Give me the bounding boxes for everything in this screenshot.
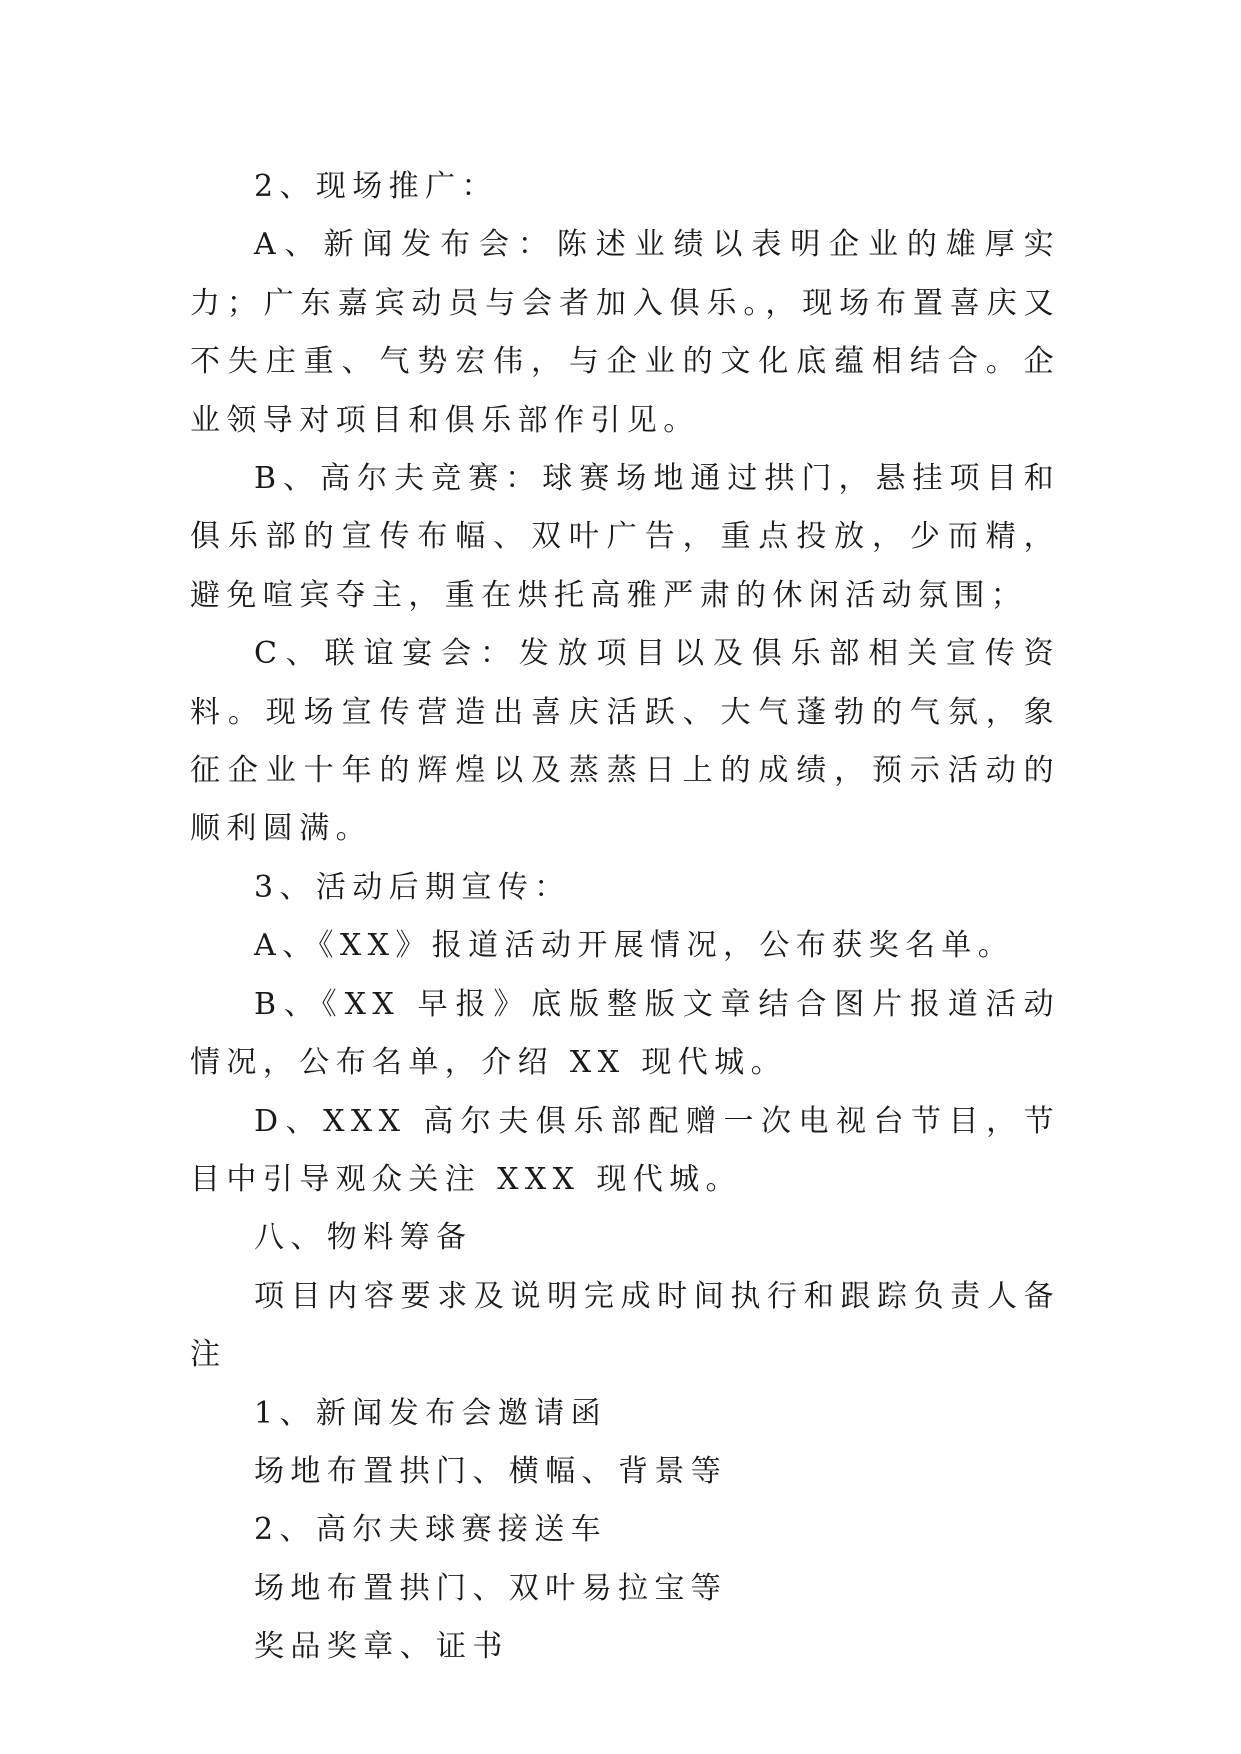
materials-item-2: 2、高尔夫球赛接送车 [254,1512,608,1548]
paragraph-report-d: D、XXX 高尔夫俱乐部配赠一次电视台节目，节目中引导观众关注 XXX 现代城。 [190,1103,1060,1197]
materials-item-prizes: 奖品奖章、证书 [254,1629,509,1665]
materials-item-venue-2: 场地布置拱门、双叶易拉宝等 [254,1570,728,1606]
heading-onsite-promotion: 2、现场推广： [254,169,498,204]
paragraph-banquet: C、联谊宴会：发放项目以及俱乐部相关宣传资料。现场宣传营造出喜庆活跃、大气蓬勃的气氛，象征企业十年的辉煌以及蒸蒸日上的成绩，预示活动的顺利圆满。 [190,636,1060,847]
materials-table-header: 项目内容要求及说明完成时间执行和跟踪负责人备注 [190,1278,1060,1373]
paragraph-press-conference: A、新闻发布会：陈述业绩以表明企业的雄厚实力；广东嘉宾动员与会者加入俱乐。，现场布置喜庆又不失庄重、气势宏伟，与企业的文化底蕴相结合。企业领导对项目和俱乐部作引见。 [190,227,1060,438]
paragraph-golf-competition: B、高尔夫竞赛：球赛场地通过拱门，悬挂项目和俱乐部的宣传布幅、双叶广告，重点投放，少而精，避免喧宾夺主，重在烘托高雅严肃的休闲活动氛围； [190,461,1060,613]
paragraph-report-a: A、《XX》报道活动开展情况，公布获奖名单。 [254,928,1015,964]
document-body [190,158,1060,1677]
heading-materials: 八、物料筹备 [254,1220,473,1256]
materials-item-1: 1、新闻发布会邀请函 [254,1395,608,1431]
materials-item-venue-1: 场地布置拱门、横幅、背景等 [254,1453,728,1489]
paragraph-report-b: B、《XX 早报》底版整版文章结合图片报道活动情况，公布名单，介绍 XX 现代城。 [190,986,1060,1081]
heading-post-event-promotion: 3、活动后期宣传： [254,869,571,905]
